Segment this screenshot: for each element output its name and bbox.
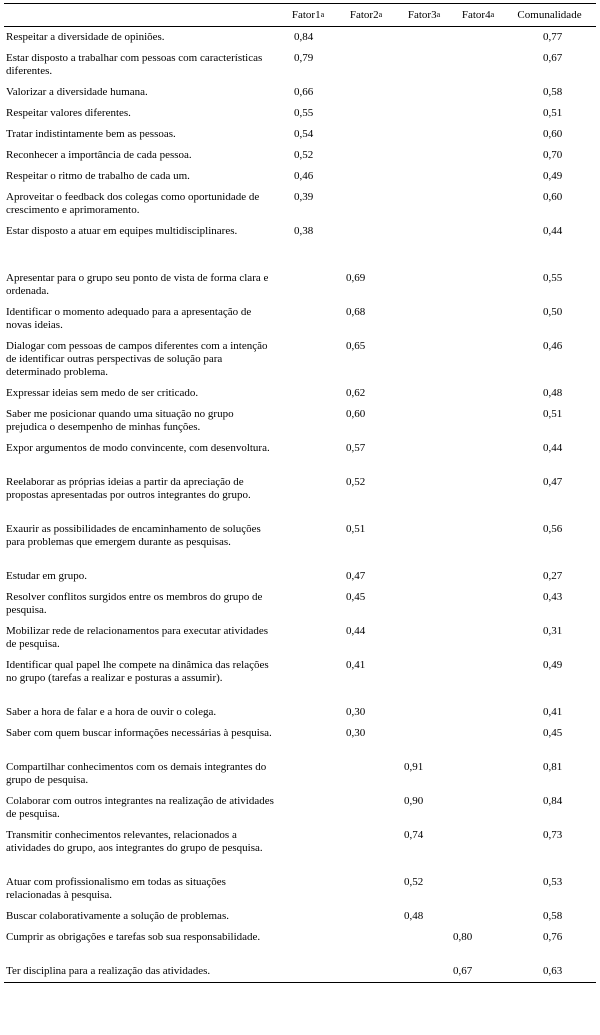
fator4-value bbox=[453, 791, 503, 825]
fator3-value bbox=[395, 187, 453, 221]
table-row bbox=[4, 825, 596, 872]
comunalidade-value: 0,44 bbox=[543, 225, 563, 237]
comunalidade-value: 0,43 bbox=[543, 591, 563, 603]
item-text: Resolver conflitos surgidos entre os membros do grupo de pesquisa. bbox=[6, 591, 263, 616]
comunalidade-value: 0,53 bbox=[543, 876, 563, 888]
fator1-value: 0,38 bbox=[294, 225, 314, 237]
fator1-value bbox=[279, 655, 337, 702]
table-row bbox=[4, 872, 596, 906]
fator2-value: 0,62 bbox=[346, 387, 366, 399]
table-row bbox=[4, 961, 596, 983]
table-row bbox=[4, 145, 596, 166]
fator4-value bbox=[453, 587, 503, 621]
item-text: Saber a hora de falar e a hora de ouvir o colega. bbox=[6, 706, 217, 718]
fator3-value bbox=[395, 438, 453, 472]
fator1-value: 0,54 bbox=[294, 128, 314, 140]
fator3-value bbox=[395, 927, 453, 961]
header-row bbox=[4, 4, 596, 27]
table-row bbox=[4, 302, 596, 336]
comunalidade-value: 0,76 bbox=[543, 931, 563, 943]
header-fator2 bbox=[337, 4, 395, 27]
comunalidade-value: 0,56 bbox=[543, 523, 563, 535]
header-fator2-label: Fator2 bbox=[349, 8, 379, 21]
fator1-value bbox=[279, 519, 337, 566]
fator1-value bbox=[279, 404, 337, 438]
fator3-value bbox=[395, 702, 453, 723]
comunalidade-value: 0,27 bbox=[543, 570, 563, 582]
fator2-value bbox=[337, 825, 395, 872]
comunalidade-value: 0,58 bbox=[543, 86, 563, 98]
fator3-value bbox=[395, 221, 453, 268]
fator2-value: 0,65 bbox=[346, 340, 366, 352]
fator4-value bbox=[453, 438, 503, 472]
fator3-value bbox=[395, 519, 453, 566]
table-row bbox=[4, 404, 596, 438]
fator4-value bbox=[453, 621, 503, 655]
comunalidade-value: 0,44 bbox=[543, 442, 563, 454]
table-body bbox=[4, 27, 596, 983]
comunalidade-value: 0,73 bbox=[543, 829, 563, 841]
item-text: Saber com quem buscar informações necessárias à pesquisa. bbox=[6, 727, 272, 739]
fator1-value: 0,39 bbox=[294, 191, 314, 203]
fator4-value bbox=[453, 757, 503, 791]
item-text: Buscar colaborativamente a solução de problemas. bbox=[6, 910, 229, 922]
comunalidade-value: 0,60 bbox=[543, 191, 563, 203]
fator1-value bbox=[279, 872, 337, 906]
fator1-value: 0,52 bbox=[294, 149, 314, 161]
fator1-value bbox=[279, 723, 337, 757]
fator3-value bbox=[395, 961, 453, 983]
fator4-value bbox=[453, 872, 503, 906]
fator2-value: 0,30 bbox=[346, 727, 366, 739]
item-text: Expor argumentos de modo convincente, com desenvoltura. bbox=[6, 442, 270, 454]
fator1-value bbox=[279, 906, 337, 927]
item-text: Respeitar valores diferentes. bbox=[6, 107, 131, 119]
fator2-value: 0,68 bbox=[346, 306, 366, 318]
item-text: Apresentar para o grupo seu ponto de vista de forma clara e ordenada. bbox=[6, 272, 269, 297]
header-fator1-label: Fator1 bbox=[291, 8, 321, 21]
item-text: Dialogar com pessoas de campos diferentes com a intenção de identificar outras perspectivas de solução para determinado problema. bbox=[6, 340, 268, 378]
fator4-value bbox=[453, 404, 503, 438]
fator3-value bbox=[395, 587, 453, 621]
header-fator4 bbox=[453, 4, 503, 27]
fator3-value bbox=[395, 166, 453, 187]
header-fator3-label: Fator3 bbox=[407, 8, 437, 21]
fator4-value bbox=[453, 145, 503, 166]
fator2-value bbox=[337, 927, 395, 961]
fator2-value: 0,51 bbox=[346, 523, 366, 535]
factor-loadings-table bbox=[4, 3, 596, 983]
comunalidade-value: 0,31 bbox=[543, 625, 563, 637]
fator3-value bbox=[395, 124, 453, 145]
item-text: Estar disposto a atuar em equipes multidisciplinares. bbox=[6, 225, 238, 237]
fator3-value bbox=[395, 145, 453, 166]
fator3-value bbox=[395, 566, 453, 587]
table-row bbox=[4, 587, 596, 621]
comunalidade-value: 0,70 bbox=[543, 149, 563, 161]
table-row bbox=[4, 438, 596, 472]
fator2-value bbox=[337, 124, 395, 145]
comunalidade-value: 0,77 bbox=[543, 31, 563, 43]
comunalidade-value: 0,41 bbox=[543, 706, 563, 718]
header-fator3-sup: a bbox=[436, 9, 441, 19]
comunalidade-value: 0,46 bbox=[543, 340, 563, 352]
table-row bbox=[4, 927, 596, 961]
comunalidade-value: 0,63 bbox=[503, 961, 596, 983]
fator3-value bbox=[395, 655, 453, 702]
item-text: Reelaborar as próprias ideias a partir da apreciação de propostas apresentadas por outros integrantes do grupo. bbox=[6, 476, 251, 501]
fator1-value bbox=[279, 702, 337, 723]
header-fator1-sup: a bbox=[320, 9, 325, 19]
table-row bbox=[4, 221, 596, 268]
item-text: Colaborar com outros integrantes na realização de atividades de pesquisa. bbox=[6, 795, 274, 820]
table-row bbox=[4, 27, 596, 49]
item-text: Respeitar o ritmo de trabalho de cada um. bbox=[6, 170, 190, 182]
fator2-value bbox=[337, 757, 395, 791]
fator1-value bbox=[279, 621, 337, 655]
item-text: Tratar indistintamente bem as pessoas. bbox=[6, 128, 176, 140]
fator1-value bbox=[279, 383, 337, 404]
table-row bbox=[4, 655, 596, 702]
table-row bbox=[4, 383, 596, 404]
fator3-value bbox=[395, 621, 453, 655]
item-text: Ter disciplina para a realização das atividades. bbox=[4, 961, 279, 983]
table-row bbox=[4, 906, 596, 927]
item-text: Cumprir as obrigações e tarefas sob sua responsabilidade. bbox=[6, 931, 261, 943]
fator2-value bbox=[337, 145, 395, 166]
header-fator3 bbox=[395, 4, 453, 27]
fator1-value bbox=[279, 566, 337, 587]
fator3-value bbox=[395, 723, 453, 757]
fator4-value bbox=[453, 472, 503, 519]
table-row bbox=[4, 166, 596, 187]
fator4-value bbox=[453, 655, 503, 702]
comunalidade-value: 0,81 bbox=[543, 761, 563, 773]
table-row bbox=[4, 621, 596, 655]
fator3-value: 0,91 bbox=[404, 761, 424, 773]
fator1-value: 0,84 bbox=[294, 31, 314, 43]
fator4-value bbox=[453, 124, 503, 145]
table-row bbox=[4, 268, 596, 302]
table-row bbox=[4, 82, 596, 103]
fator1-value: 0,55 bbox=[294, 107, 314, 119]
fator3-value bbox=[395, 48, 453, 82]
fator1-value: 0,79 bbox=[294, 52, 314, 64]
fator3-value: 0,90 bbox=[404, 795, 424, 807]
fator4-value bbox=[453, 221, 503, 268]
header-fator1 bbox=[279, 4, 337, 27]
fator1-value bbox=[279, 757, 337, 791]
fator2-value: 0,44 bbox=[346, 625, 366, 637]
table-row bbox=[4, 702, 596, 723]
comunalidade-value: 0,50 bbox=[543, 306, 563, 318]
fator1-value bbox=[279, 302, 337, 336]
fator1-value bbox=[279, 927, 337, 961]
table-row bbox=[4, 187, 596, 221]
fator2-value: 0,60 bbox=[346, 408, 366, 420]
fator4-value bbox=[453, 906, 503, 927]
fator2-value bbox=[337, 27, 395, 49]
fator4-value bbox=[453, 825, 503, 872]
fator3-value bbox=[395, 82, 453, 103]
comunalidade-value: 0,49 bbox=[543, 659, 563, 671]
comunalidade-value: 0,49 bbox=[543, 170, 563, 182]
fator3-value: 0,48 bbox=[404, 910, 424, 922]
item-text: Aproveitar o feedback dos colegas como oportunidade de crescimento e aprimoramento. bbox=[6, 191, 260, 216]
fator4-value bbox=[453, 702, 503, 723]
item-text: Atuar com profissionalismo em todas as situações relacionadas à pesquisa. bbox=[6, 876, 226, 901]
item-text: Expressar ideias sem medo de ser criticado. bbox=[6, 387, 199, 399]
fator4-value bbox=[453, 723, 503, 757]
fator4-value bbox=[453, 48, 503, 82]
fator2-value: 0,45 bbox=[346, 591, 366, 603]
header-fator4-sup: a bbox=[490, 9, 495, 19]
item-text: Saber me posicionar quando uma situação no grupo prejudica o desempenho de minhas funções. bbox=[6, 408, 234, 433]
fator3-value bbox=[395, 472, 453, 519]
item-text: Mobilizar rede de relacionamentos para executar atividades de pesquisa. bbox=[6, 625, 269, 650]
fator4-value bbox=[453, 27, 503, 49]
fator2-value bbox=[337, 103, 395, 124]
fator3-value bbox=[395, 383, 453, 404]
item-text: Identificar o momento adequado para a apresentação de novas ideias. bbox=[6, 306, 252, 331]
item-text: Reconhecer a importância de cada pessoa. bbox=[6, 149, 192, 161]
fator2-value bbox=[337, 961, 395, 983]
fator3-value: 0,74 bbox=[404, 829, 424, 841]
comunalidade-value: 0,51 bbox=[543, 408, 563, 420]
fator4-value bbox=[453, 336, 503, 383]
fator3-value bbox=[395, 404, 453, 438]
fator4-value bbox=[453, 166, 503, 187]
header-fator4-label: Fator4 bbox=[461, 8, 491, 21]
table-row bbox=[4, 103, 596, 124]
fator3-value bbox=[395, 336, 453, 383]
fator2-value: 0,52 bbox=[346, 476, 366, 488]
item-text: Valorizar a diversidade humana. bbox=[6, 86, 148, 98]
fator1-value: 0,66 bbox=[294, 86, 314, 98]
fator2-value: 0,69 bbox=[346, 272, 366, 284]
fator2-value bbox=[337, 906, 395, 927]
fator4-value bbox=[453, 383, 503, 404]
fator2-value bbox=[337, 187, 395, 221]
fator2-value bbox=[337, 791, 395, 825]
fator1-value bbox=[279, 825, 337, 872]
table-row bbox=[4, 519, 596, 566]
comunalidade-value: 0,84 bbox=[543, 795, 563, 807]
comunalidade-value: 0,60 bbox=[543, 128, 563, 140]
fator4-value bbox=[453, 103, 503, 124]
header-item bbox=[4, 4, 279, 27]
fator1-value bbox=[279, 438, 337, 472]
fator1-value bbox=[279, 587, 337, 621]
table-row bbox=[4, 124, 596, 145]
fator1-value bbox=[279, 961, 337, 983]
fator2-value: 0,30 bbox=[346, 706, 366, 718]
fator1-value bbox=[279, 472, 337, 519]
fator2-value: 0,47 bbox=[346, 570, 366, 582]
item-text: Estar disposto a trabalhar com pessoas com características diferentes. bbox=[6, 52, 263, 77]
fator4-value bbox=[453, 268, 503, 302]
fator2-value bbox=[337, 166, 395, 187]
fator3-value bbox=[395, 302, 453, 336]
fator2-value: 0,41 bbox=[346, 659, 366, 671]
fator1-value bbox=[279, 268, 337, 302]
item-text: Estudar em grupo. bbox=[6, 570, 87, 582]
comunalidade-value: 0,51 bbox=[543, 107, 563, 119]
fator4-value bbox=[453, 519, 503, 566]
table-row bbox=[4, 757, 596, 791]
fator4-value bbox=[453, 302, 503, 336]
table-row bbox=[4, 566, 596, 587]
fator2-value bbox=[337, 221, 395, 268]
table-row bbox=[4, 48, 596, 82]
fator2-value bbox=[337, 872, 395, 906]
item-text: Identificar qual papel lhe compete na dinâmica das relações no grupo (tarefas a realizar e posturas a assumir). bbox=[6, 659, 269, 684]
fator4-value bbox=[453, 82, 503, 103]
item-text: Compartilhar conhecimentos com os demais integrantes do grupo de pesquisa. bbox=[6, 761, 267, 786]
header-fator2-sup: a bbox=[378, 9, 383, 19]
fator2-value: 0,57 bbox=[346, 442, 366, 454]
item-text: Respeitar a diversidade de opiniões. bbox=[6, 31, 165, 43]
fator1-value bbox=[279, 791, 337, 825]
table-row bbox=[4, 336, 596, 383]
fator4-value: 0,67 bbox=[453, 961, 503, 983]
comunalidade-value: 0,48 bbox=[543, 387, 563, 399]
fator3-value: 0,52 bbox=[404, 876, 424, 888]
comunalidade-value: 0,47 bbox=[543, 476, 563, 488]
table-row bbox=[4, 791, 596, 825]
fator3-value bbox=[395, 268, 453, 302]
fator3-value bbox=[395, 27, 453, 49]
fator1-value bbox=[279, 336, 337, 383]
item-text: Transmitir conhecimentos relevantes, relacionados a atividades do grupo, aos integrantes do grupo de pesquisa. bbox=[6, 829, 263, 854]
fator2-value bbox=[337, 82, 395, 103]
comunalidade-value: 0,67 bbox=[543, 52, 563, 64]
fator2-value bbox=[337, 48, 395, 82]
fator3-value bbox=[395, 103, 453, 124]
item-text: Exaurir as possibilidades de encaminhamento de soluções para problemas que emergem durante as pesquisas. bbox=[6, 523, 261, 548]
fator4-value bbox=[453, 187, 503, 221]
fator4-value bbox=[453, 566, 503, 587]
comunalidade-value: 0,45 bbox=[543, 727, 563, 739]
fator4-value: 0,80 bbox=[453, 931, 473, 943]
table-row bbox=[4, 723, 596, 757]
table-row bbox=[4, 472, 596, 519]
header-comunalidade: Comunalidade bbox=[503, 4, 596, 27]
fator1-value: 0,46 bbox=[294, 170, 314, 182]
comunalidade-value: 0,55 bbox=[543, 272, 563, 284]
comunalidade-value: 0,58 bbox=[543, 910, 563, 922]
